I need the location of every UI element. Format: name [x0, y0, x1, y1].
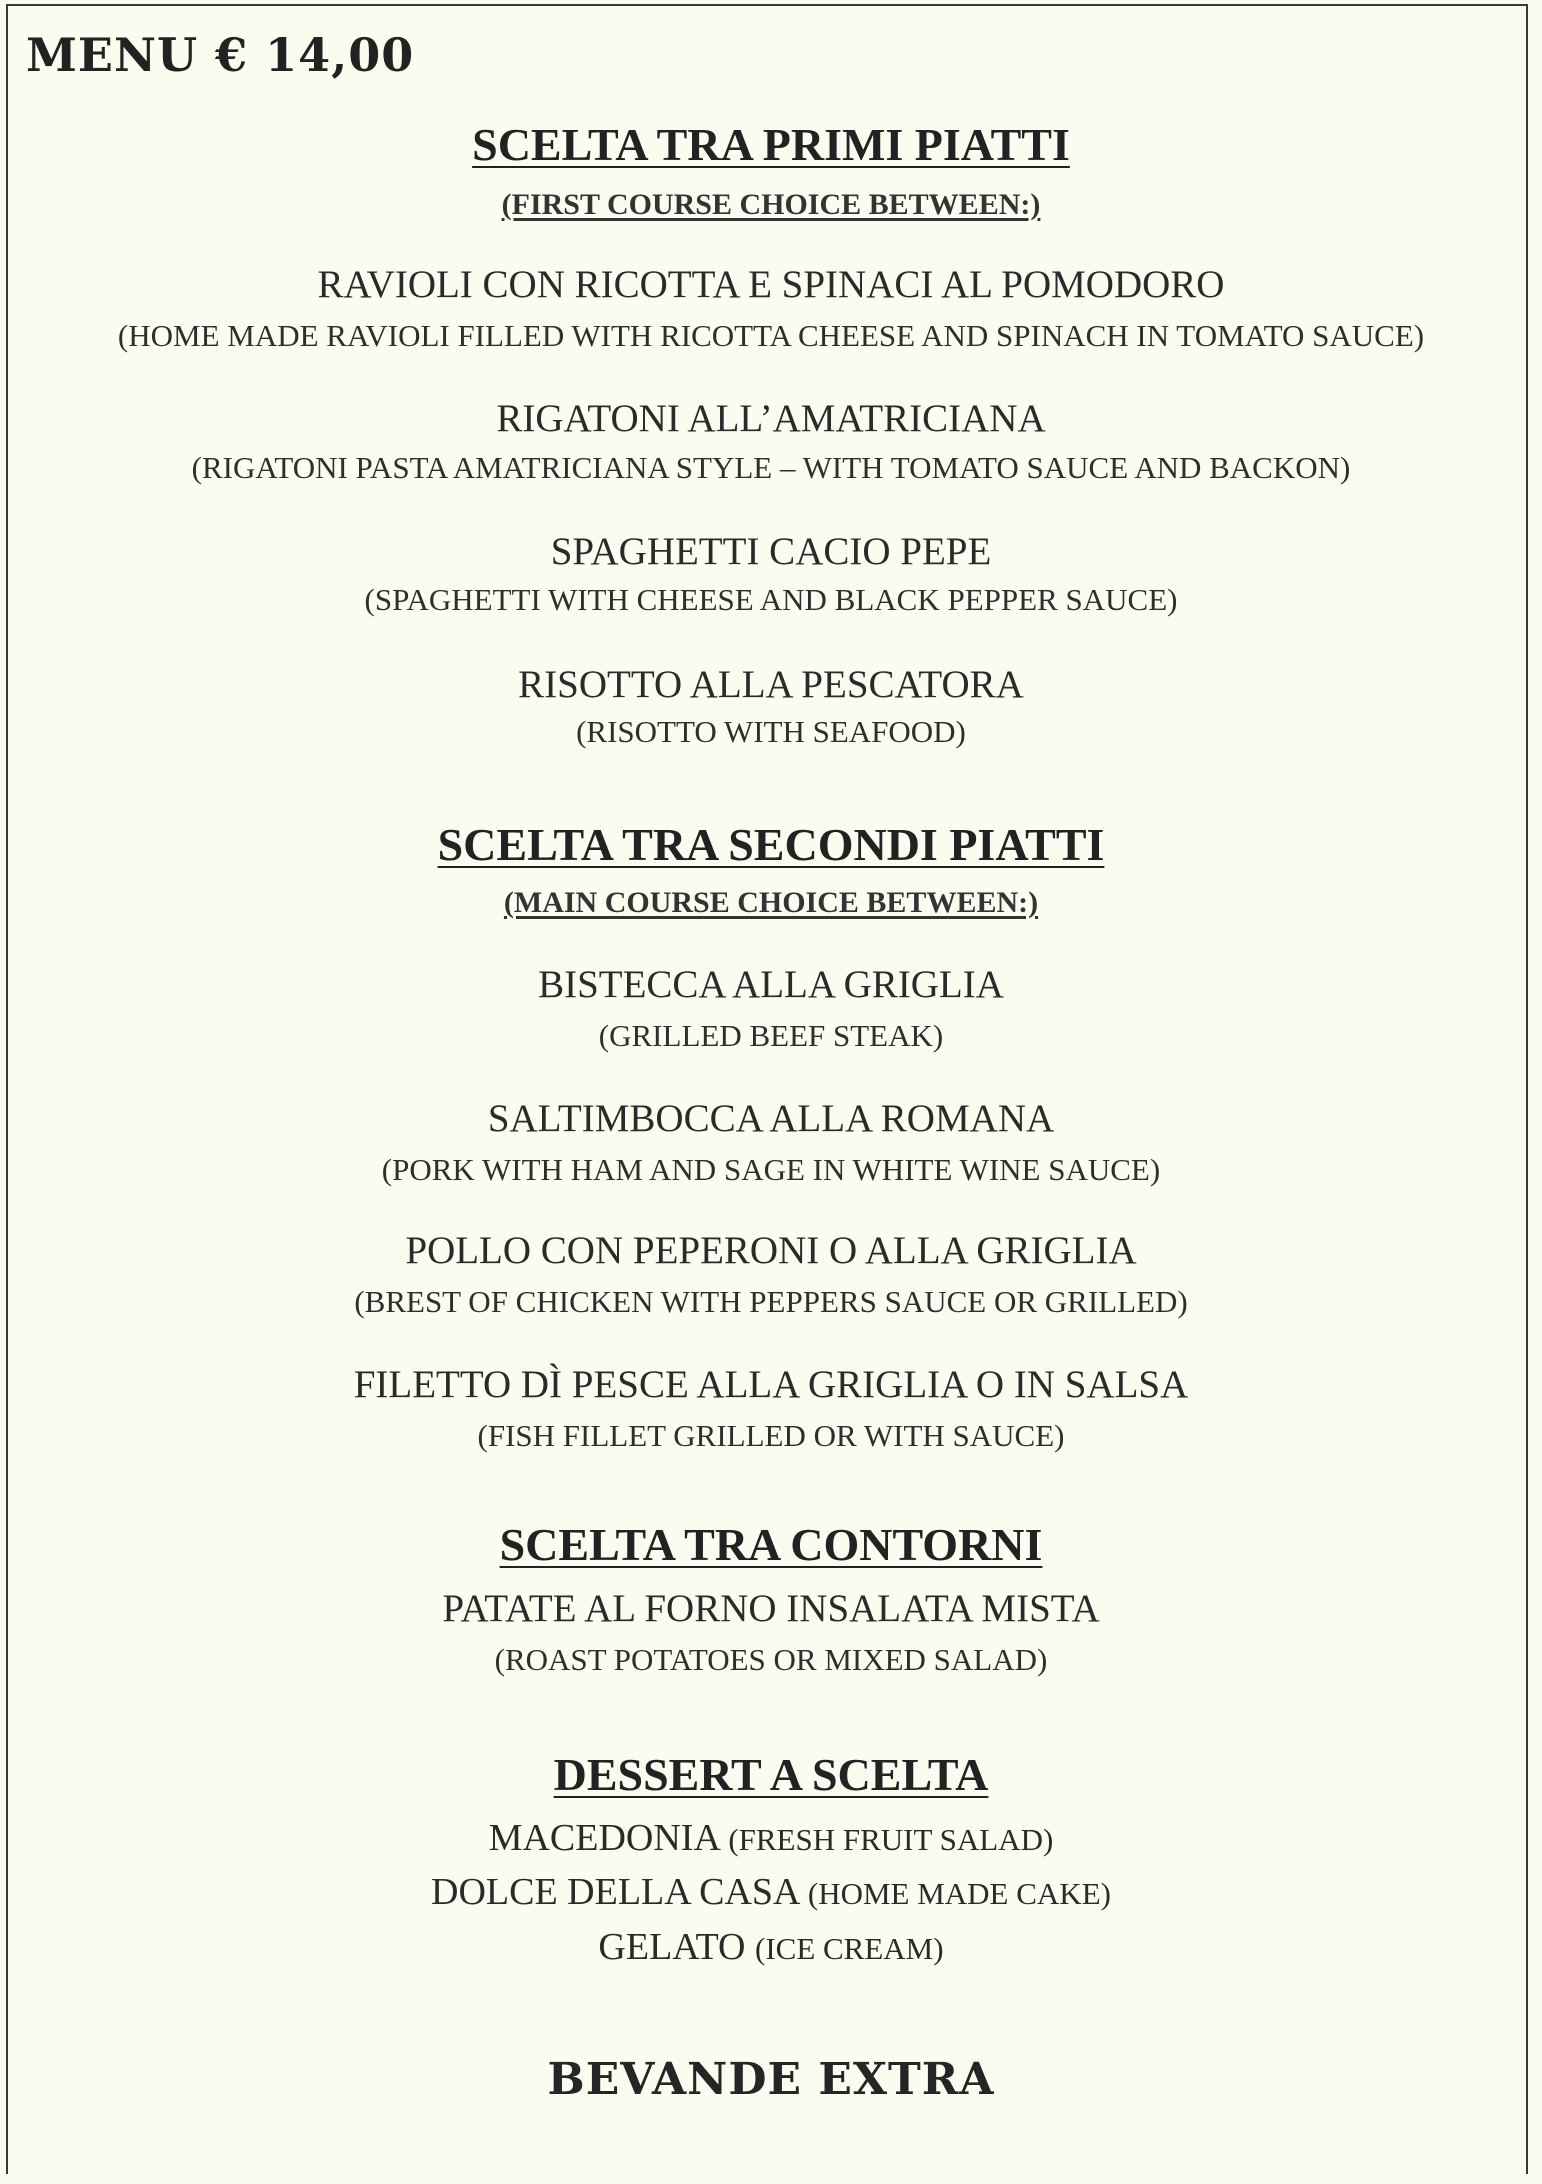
side-dishes-heading: SCELTA TRA CONTORNI: [499, 1519, 1043, 1570]
main-course-subheading: (MAIN COURSE CHOICE BETWEEN:): [503, 886, 1039, 919]
main-course-dish-description: (GRILLED BEEF STEAK): [598, 1018, 944, 1053]
main-course-dish-name: FILETTO DÌ PESCE ALLA GRIGLIA O IN SALSA: [353, 1363, 1189, 1406]
main-course-dish-name: POLLO CON PEPERONI O ALLA GRIGLIA: [405, 1229, 1137, 1272]
first-course-dish-description: (HOME MADE RAVIOLI FILLED WITH RICOTTA CHEESE AND SPINACH IN TOMATO SAUCE): [117, 318, 1425, 353]
dessert-item: [0, 1925, 1542, 1969]
dessert-item: [0, 1870, 1542, 1914]
dessert-item-name: DOLCE DELLA CASA: [431, 1871, 799, 1913]
dessert-item-description: (ICE CREAM): [755, 1931, 944, 1966]
dessert-item-name: MACEDONIA: [488, 1817, 719, 1859]
main-course-dish-name: BISTECCA ALLA GRIGLIA: [538, 963, 1004, 1006]
first-course-dish-description: (RIGATONI PASTA AMATRICIANA STYLE – WITH TOMATO SAUCE AND BACKON): [191, 450, 1351, 485]
dessert-item: [0, 1816, 1542, 1860]
dessert-item-description: (FRESH FRUIT SALAD): [728, 1822, 1054, 1857]
dessert-item-name: GELATO: [598, 1926, 746, 1968]
first-course-dish-name: RIGATONI ALL’AMATRICIANA: [496, 397, 1046, 440]
menu-price-title: MENU € 14,00: [26, 28, 415, 82]
first-course-dish-description: (RISOTTO WITH SEAFOOD): [576, 714, 966, 749]
main-course-dish-description: (FISH FILLET GRILLED OR WITH SAUCE): [477, 1418, 1065, 1453]
first-course-heading: SCELTA TRA PRIMI PIATTI: [472, 119, 1070, 170]
first-course-subheading: (FIRST COURSE CHOICE BETWEEN:): [501, 188, 1041, 221]
dessert-item-description: (HOME MADE CAKE): [807, 1876, 1111, 1911]
first-course-dish-name: RISOTTO ALLA PESCATORA: [518, 663, 1024, 706]
main-course-dish-description: (BREST OF CHICKEN WITH PEPPERS SAUCE OR GRILLED): [354, 1284, 1188, 1319]
first-course-dish-description: (SPAGHETTI WITH CHEESE AND BLACK PEPPER SAUCE): [364, 582, 1178, 617]
side-dishes-description: (ROAST POTATOES OR MIXED SALAD): [494, 1642, 1048, 1677]
main-course-dish-description: (PORK WITH HAM AND SAGE IN WHITE WINE SAUCE): [381, 1152, 1161, 1187]
main-course-dish-name: SALTIMBOCCA ALLA ROMANA: [487, 1097, 1055, 1140]
first-course-dish-name: SPAGHETTI CACIO PEPE: [550, 530, 992, 573]
main-course-heading: SCELTA TRA SECONDI PIATTI: [437, 819, 1105, 870]
side-dishes-name: PATATE AL FORNO INSALATA MISTA: [442, 1587, 1100, 1630]
drinks-extra-note: BEVANDE EXTRA: [547, 2054, 995, 2105]
dessert-heading: DESSERT A SCELTA: [553, 1749, 989, 1800]
first-course-dish-name: RAVIOLI CON RICOTTA E SPINACI AL POMODORO: [317, 263, 1225, 306]
